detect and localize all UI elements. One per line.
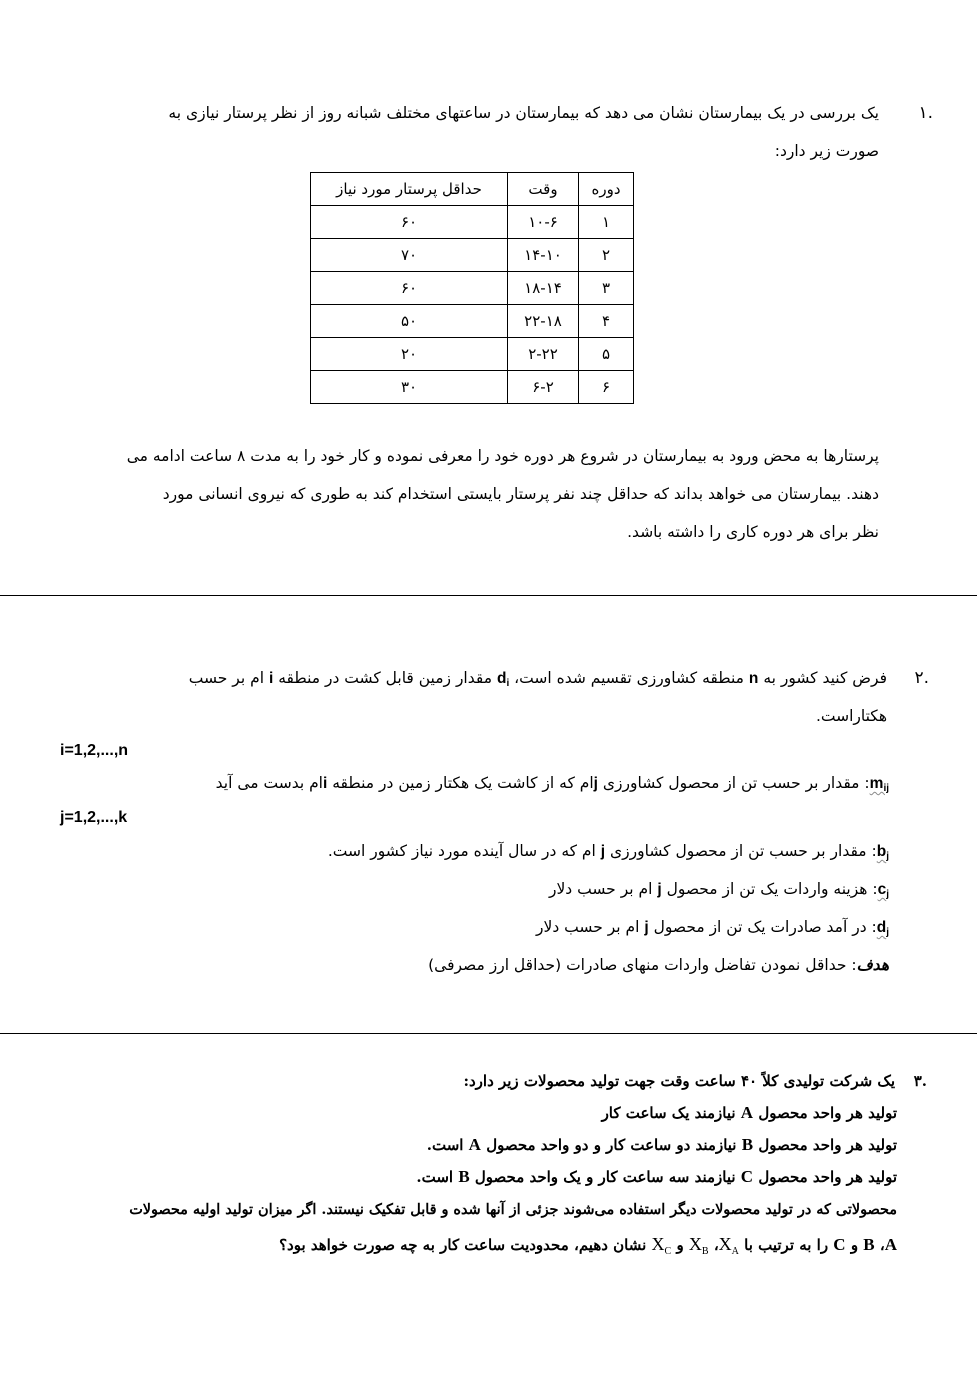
goal-label: هدف [856, 956, 889, 974]
q3-line3 [427, 1135, 897, 1155]
c-def-part2: ام بر حسب دلار [548, 880, 653, 898]
var-x-letter: X [688, 1234, 702, 1254]
var-d-j-subscript: j [886, 927, 889, 938]
conjunction: و [850, 1236, 859, 1254]
cell-time: ۲-۲۲ [508, 338, 579, 371]
b-def-var-j: j [600, 843, 606, 860]
q3-line4 [416, 1167, 897, 1187]
q3-line3-part3: است. [426, 1136, 464, 1154]
cell-time: ۲۲-۱۸ [508, 305, 579, 338]
product-b: B [741, 1135, 754, 1154]
var-x-c [651, 1234, 672, 1257]
m-def-part3: ام بدست می آید [215, 774, 323, 792]
cell-period: ۳ [579, 272, 634, 305]
q2-number: ۲. [914, 668, 929, 688]
product-a: A [884, 1235, 897, 1254]
var-x-letter: X [651, 1234, 665, 1254]
var-d-letter: d [496, 670, 507, 687]
var-d-j [877, 919, 889, 936]
q3-line3-part2: نیازمند دو ساعت کار و دو واحد محصول [486, 1136, 737, 1154]
q3-line6 [279, 1234, 897, 1262]
m-def-part2: ام که از کاشت یک هکتار زمین در منطقه [332, 774, 594, 792]
m-definition [216, 773, 889, 799]
cell-time: ۱۸-۱۴ [508, 272, 579, 305]
product-c: C [833, 1235, 846, 1254]
q3-number: ۳. [913, 1072, 927, 1090]
d-def-var-j: j [644, 919, 649, 936]
var-x-subscript: B [701, 1246, 709, 1257]
var-x-b [688, 1234, 709, 1257]
cell-time: ۶-۲ [508, 371, 579, 404]
q1-intro-line1: یک بررسی در یک بیمارستان نشان می دهد که بیمارستان در ساعتهای مختلف شبانه روز از نظر پرستار نیازی به [168, 104, 879, 122]
table-row [311, 206, 634, 239]
product-b: B [458, 1167, 470, 1186]
cell-min-nurses: ۳۰ [311, 371, 508, 404]
cell-period: ۲ [579, 239, 634, 272]
cell-min-nurses: ۶۰ [311, 206, 508, 239]
var-c-letter: c [877, 881, 887, 898]
m-def-part1: : مقدار بر حسب تن از محصول کشاورزی [602, 774, 870, 792]
var-b-j [877, 843, 889, 860]
q3-line2 [602, 1103, 897, 1123]
header-min-nurses: حداقل پرستار مورد نیاز [311, 173, 508, 206]
cell-period: ۱ [579, 206, 634, 239]
q3-line4-part2: نیازمند سه ساعت کار و یک واحد محصول [474, 1168, 736, 1186]
var-n: n [748, 670, 759, 687]
d-def-part2: ام بر حسب دلار [536, 918, 640, 936]
cell-period: ۶ [579, 371, 634, 404]
var-m-ij [870, 775, 889, 792]
q3-line6-part2: نشان دهیم، محدودیت ساعت کار به چه صورت خواهد بود؟ [279, 1236, 647, 1254]
header-time: وقت [508, 173, 579, 206]
section-divider [0, 1033, 977, 1034]
product-b: B [863, 1235, 875, 1254]
q3-line2-part1: تولید هر واحد محصول [758, 1104, 897, 1122]
cell-time: ۱۰-۶ [508, 206, 579, 239]
separator: ، [879, 1236, 885, 1254]
q2-line1-part3: مقدار زمین قابل کشت در منطقه [278, 669, 493, 687]
var-x-letter: X [718, 1234, 732, 1254]
product-a: A [468, 1135, 481, 1154]
var-b-letter: b [876, 843, 887, 860]
table-row [311, 272, 634, 305]
table-row [311, 239, 634, 272]
q3-line4-part1: تولید هر واحد محصول [758, 1168, 897, 1186]
i-range: i=1,2,...,n [60, 742, 129, 759]
q3-line3-part1: تولید هر واحد محصول [758, 1136, 897, 1154]
var-d-i [497, 670, 509, 687]
section-divider [0, 595, 977, 596]
table-row [311, 371, 634, 404]
q2-line1-part1: فرض کنید کشور به [763, 669, 887, 687]
table-row [311, 305, 634, 338]
q3-line5: محصولاتی که در تولید محصولات دیگر استفاده می‌شوند جزئی از آنها شده و قابل تفکیک نیستند. اگر میزان تولید اولیه محصولات [129, 1201, 897, 1218]
cell-min-nurses: ۶۰ [311, 272, 508, 305]
var-x-subscript: C [664, 1246, 672, 1257]
header-period: دوره [579, 173, 634, 206]
b-def-part2: ام که در سال آینده مورد نیاز کشور است. [327, 842, 596, 860]
q1-paragraph-line3: نظر برای هر دوره کاری را داشته باشد. [627, 523, 879, 541]
c-definition [549, 879, 889, 905]
q3-line6-part1: را به ترتیب با [744, 1236, 829, 1254]
c-def-var-j: j [657, 881, 662, 898]
m-def-var-j: j [593, 775, 598, 792]
d-def-part1: : در آمد صادرات یک تن از محصول [653, 918, 877, 936]
b-def-part1: : مقدار بر حسب تن از محصول کشاورزی [610, 842, 877, 860]
cell-period: ۴ [579, 305, 634, 338]
conjunction: و [676, 1236, 684, 1254]
product-c: C [740, 1167, 754, 1186]
c-def-part1: : هزینه واردات یک تن از محصول [666, 880, 878, 898]
j-range: j=1,2,...,k [60, 809, 128, 826]
var-d-subscript: i [506, 678, 510, 689]
cell-min-nurses: ۵۰ [311, 305, 508, 338]
var-m-subscript: ij [883, 783, 889, 794]
q3-line2-part2: نیازمند یک ساعت کار [601, 1104, 736, 1122]
q1-nurse-table [310, 172, 634, 404]
b-definition [328, 841, 889, 867]
var-m-letter: m [869, 775, 884, 792]
goal-line [428, 955, 889, 975]
var-x-subscript: A [731, 1246, 739, 1257]
var-c-subscript: j [886, 889, 889, 900]
m-def-var-i: i [323, 775, 328, 792]
product-a: A [740, 1103, 754, 1122]
q2-line1 [189, 668, 887, 694]
q1-paragraph-line1: پرستارها به محض ورود به بیمارستان در شروع هر دوره خود را معرفی نموده و کار خود را به مدت ۸ ساعت ادامه می [126, 447, 879, 465]
goal-text: : حداقل نمودن تفاضل واردات منهای صادرات (حداقل ارز مصرفی) [428, 956, 857, 974]
d-definition [536, 917, 889, 943]
cell-time: ۱۴-۱۰ [508, 239, 579, 272]
q1-number: ۱. [918, 103, 933, 123]
q2-line1-part4: ام بر حسب [188, 669, 265, 687]
q3-line4-part3: است. [416, 1168, 454, 1186]
q1-paragraph-line2: دهند. بیمارستان می خواهد بداند که حداقل چند نفر پرستار بایستی استخدام کند به طوری که نیروی انسانی مورد [162, 485, 879, 503]
q2-line2: هکتاراست. [815, 707, 887, 725]
var-x-a [718, 1234, 739, 1257]
cell-min-nurses: ۲۰ [311, 338, 508, 371]
q2-line1-part2: منطقه کشاورزی تقسیم شده است، [514, 669, 744, 687]
q3-line1: یک شرکت تولیدی کلاً ۴۰ ساعت وقت جهت تولید محصولات زیر دارد: [463, 1072, 895, 1090]
table-header-row [311, 173, 634, 206]
var-b-subscript: j [886, 851, 889, 862]
var-i: i [268, 670, 274, 687]
q1-intro-line2: صورت زیر دارد: [774, 142, 879, 160]
var-c-j [878, 881, 889, 898]
cell-min-nurses: ۷۰ [311, 239, 508, 272]
var-d-j-letter: d [876, 919, 887, 936]
cell-period: ۵ [579, 338, 634, 371]
table-row [311, 338, 634, 371]
separator: ، [713, 1236, 719, 1254]
